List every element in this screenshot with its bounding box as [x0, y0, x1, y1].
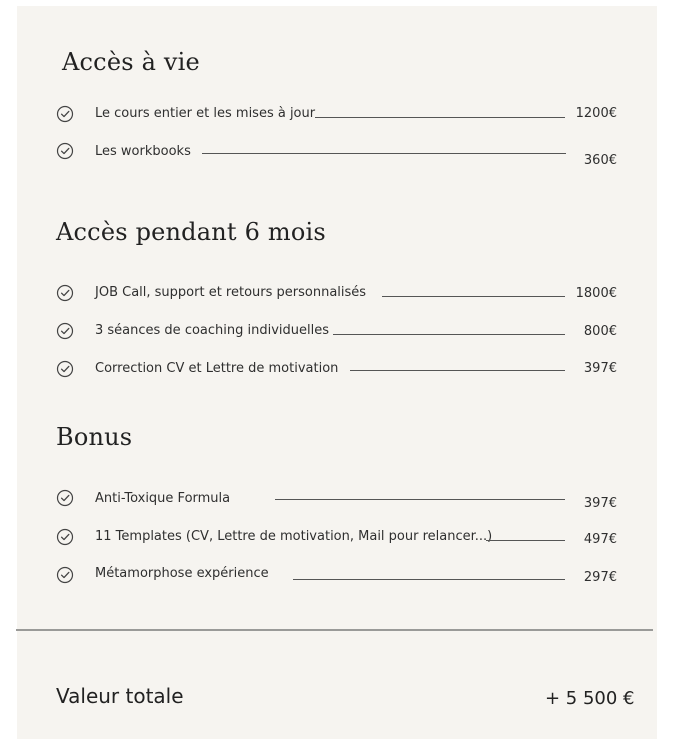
leader-line	[293, 579, 565, 580]
item-price: 397€	[583, 361, 617, 376]
item-label: Les workbooks	[95, 144, 191, 159]
item-price: 397€	[583, 496, 617, 511]
check-circle-icon	[56, 284, 74, 302]
item-price: 297€	[583, 570, 617, 585]
leader-line	[333, 334, 565, 335]
item-price: 800€	[583, 324, 617, 339]
item-label: Métamorphose expérience	[95, 566, 269, 581]
item-label: Anti-Toxique Formula	[95, 491, 231, 506]
leader-line	[486, 540, 565, 541]
list-item	[17, 358, 657, 382]
check-circle-icon	[56, 566, 74, 584]
section-title-lifetime-access: Accès à vie	[62, 48, 200, 76]
item-price: 497€	[583, 532, 617, 547]
item-label: 3 séances de coaching individuelles	[95, 323, 330, 338]
list-item	[17, 487, 657, 511]
list-item	[17, 320, 657, 344]
leader-line	[315, 117, 565, 118]
section-title-six-month-access: Accès pendant 6 mois	[56, 218, 326, 246]
list-item	[17, 103, 657, 127]
item-label: Correction CV et Lettre de motivation	[95, 361, 339, 376]
item-label: 11 Templates (CV, Lettre de motivation, Mail pour relancer...)	[95, 529, 493, 544]
list-item	[17, 564, 657, 588]
leader-line	[202, 153, 566, 154]
list-item	[17, 526, 657, 550]
total-divider	[16, 629, 653, 631]
check-circle-icon	[56, 528, 74, 546]
list-item	[17, 140, 657, 168]
check-circle-icon	[56, 142, 74, 160]
item-price: 1200€	[575, 106, 617, 121]
leader-line	[382, 296, 565, 297]
item-label: JOB Call, support et retours personnalisés	[95, 285, 367, 300]
check-circle-icon	[56, 105, 74, 123]
check-circle-icon	[56, 360, 74, 378]
item-label: Le cours entier et les mises à jour	[95, 106, 316, 121]
total-label: Valeur totale	[56, 684, 184, 708]
item-price: 360€	[583, 153, 617, 168]
leader-line	[350, 370, 565, 371]
check-circle-icon	[56, 322, 74, 340]
total-value: + 5 500 €	[545, 688, 635, 709]
section-title-bonus: Bonus	[56, 423, 133, 451]
item-price: 1800€	[575, 286, 617, 301]
leader-line	[275, 499, 565, 500]
list-item	[17, 282, 657, 306]
check-circle-icon	[56, 489, 74, 507]
